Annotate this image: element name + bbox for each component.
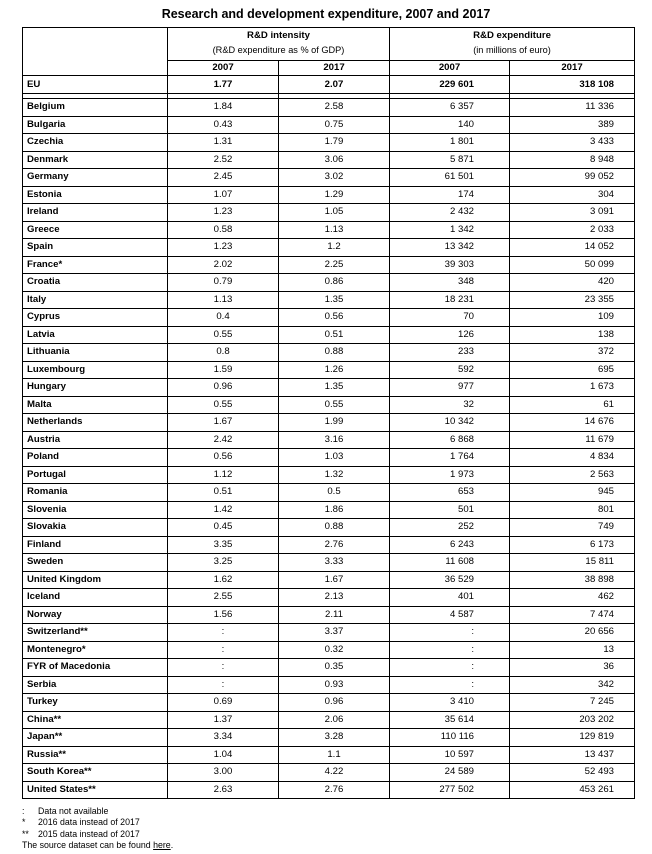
footnote-symbol: :	[22, 806, 25, 816]
expenditure-2017-cell: 801	[510, 501, 635, 519]
country-cell: Sweden	[23, 554, 168, 572]
expenditure-2007-cell: 233	[390, 344, 510, 362]
expenditure-2017-cell: 14 052	[510, 239, 635, 257]
expenditure-2017-cell: 945	[510, 484, 635, 502]
expenditure-2017-cell: 99 052	[510, 169, 635, 187]
intensity-2007-cell: 0.55	[168, 326, 279, 344]
country-cell: Russia**	[23, 746, 168, 764]
intensity-2007-cell: 0.55	[168, 396, 279, 414]
table-row	[23, 99, 635, 117]
table-row	[23, 536, 635, 554]
expenditure-2017-cell: 13 437	[510, 746, 635, 764]
intensity-2007-cell: 2.63	[168, 781, 279, 799]
country-cell: Germany	[23, 169, 168, 187]
country-cell: EU	[23, 76, 168, 94]
intensity-2007-cell: 3.25	[168, 554, 279, 572]
expenditure-2017-cell: 61	[510, 396, 635, 414]
intensity-2017-cell: 0.51	[279, 326, 390, 344]
expenditure-2007-cell: 229 601	[390, 76, 510, 94]
table-row	[23, 256, 635, 274]
intensity-2017-cell: 1.35	[279, 291, 390, 309]
expenditure-2007-cell: 13 342	[390, 239, 510, 257]
page-title: Research and development expenditure, 2007 and 2017	[161, 7, 491, 21]
intensity-2017-header: 2017	[279, 61, 390, 76]
expenditure-2017-cell: 695	[510, 361, 635, 379]
footnote-text: Data not available	[38, 806, 109, 816]
intensity-2007-header: 2007	[168, 61, 279, 76]
expenditure-2007-cell: 126	[390, 326, 510, 344]
intensity-2017-cell: 2.06	[279, 711, 390, 729]
expenditure-2017-cell: 304	[510, 186, 635, 204]
table-row	[23, 764, 635, 782]
country-cell: Serbia	[23, 676, 168, 694]
expenditure-2017-cell: 11 679	[510, 431, 635, 449]
intensity-2017-cell: 0.55	[279, 396, 390, 414]
intensity-2017-cell: 0.96	[279, 694, 390, 712]
intensity-2007-cell: 1.67	[168, 414, 279, 432]
table-row	[23, 676, 635, 694]
intensity-2017-cell: 0.88	[279, 519, 390, 537]
intensity-2017-cell: 1.1	[279, 746, 390, 764]
intensity-2007-cell: 0.45	[168, 519, 279, 537]
country-cell: Norway	[23, 606, 168, 624]
expenditure-2017-cell: 3 433	[510, 134, 635, 152]
intensity-2017-cell: 2.76	[279, 781, 390, 799]
expenditure-2017-cell: 8 948	[510, 151, 635, 169]
expenditure-2017-cell: 20 656	[510, 624, 635, 642]
footnote-symbol: **	[22, 828, 29, 839]
expenditure-2017-cell: 7 245	[510, 694, 635, 712]
table-row	[23, 344, 635, 362]
footnote	[22, 829, 173, 840]
intensity-2017-cell: 0.5	[279, 484, 390, 502]
intensity-2007-cell: 1.37	[168, 711, 279, 729]
intensity-2017-cell: 0.56	[279, 309, 390, 327]
source-note	[22, 840, 173, 851]
country-cell: Lithuania	[23, 344, 168, 362]
expenditure-2007-cell: 10 342	[390, 414, 510, 432]
intensity-2017-cell: 2.07	[279, 76, 390, 94]
expenditure-2007-cell: 653	[390, 484, 510, 502]
table-row	[23, 309, 635, 327]
intensity-2007-cell: 1.59	[168, 361, 279, 379]
expenditure-2007-cell: 1 342	[390, 221, 510, 239]
expenditure-2007-cell: 1 973	[390, 466, 510, 484]
intensity-header-subtitle: (R&D expenditure as % of GDP)	[212, 45, 345, 55]
footnote	[22, 806, 173, 817]
intensity-2017-cell: 0.35	[279, 659, 390, 677]
expenditure-header	[390, 28, 635, 61]
expenditure-2007-cell: :	[390, 641, 510, 659]
source-end: .	[170, 839, 174, 850]
expenditure-2007-cell: 24 589	[390, 764, 510, 782]
table-row	[23, 239, 635, 257]
intensity-2017-cell: 1.2	[279, 239, 390, 257]
intensity-2017-cell: 1.29	[279, 186, 390, 204]
intensity-2017-cell: 0.32	[279, 641, 390, 659]
intensity-2017-cell: 1.05	[279, 204, 390, 222]
expenditure-2007-cell: :	[390, 659, 510, 677]
intensity-2007-cell: 2.52	[168, 151, 279, 169]
table-row	[23, 186, 635, 204]
intensity-2017-cell: 1.13	[279, 221, 390, 239]
table-body	[23, 76, 635, 799]
table-row	[23, 641, 635, 659]
intensity-2017-cell: 3.06	[279, 151, 390, 169]
intensity-2007-cell: 1.12	[168, 466, 279, 484]
country-cell: South Korea**	[23, 764, 168, 782]
intensity-2007-cell: 2.55	[168, 589, 279, 607]
intensity-2017-cell: 2.58	[279, 99, 390, 117]
intensity-2017-cell: 3.37	[279, 624, 390, 642]
intensity-2017-cell: 1.67	[279, 571, 390, 589]
intensity-2007-cell: 0.4	[168, 309, 279, 327]
intensity-2007-cell: 1.77	[168, 76, 279, 94]
expenditure-2017-cell: 36	[510, 659, 635, 677]
intensity-2007-cell: 2.42	[168, 431, 279, 449]
intensity-2017-cell: 1.86	[279, 501, 390, 519]
intensity-2007-cell: 1.31	[168, 134, 279, 152]
expenditure-2017-cell: 13	[510, 641, 635, 659]
table-row	[23, 169, 635, 187]
intensity-2007-cell: 1.56	[168, 606, 279, 624]
footnote-list	[22, 806, 173, 840]
country-cell: Austria	[23, 431, 168, 449]
table-row	[23, 746, 635, 764]
intensity-2017-cell: 0.88	[279, 344, 390, 362]
intensity-2007-cell: 1.04	[168, 746, 279, 764]
intensity-2007-cell: 1.13	[168, 291, 279, 309]
intensity-2007-cell: 1.62	[168, 571, 279, 589]
expenditure-2017-cell: 52 493	[510, 764, 635, 782]
source-link[interactable]: here	[153, 839, 171, 850]
rd-expenditure-table	[22, 27, 635, 799]
expenditure-2007-cell: :	[390, 676, 510, 694]
intensity-2017-cell: 1.26	[279, 361, 390, 379]
footnotes	[22, 806, 173, 851]
intensity-2017-cell: 2.76	[279, 536, 390, 554]
intensity-2017-cell: 2.25	[279, 256, 390, 274]
intensity-2007-cell: 0.51	[168, 484, 279, 502]
table-row	[23, 659, 635, 677]
expenditure-2017-cell: 15 811	[510, 554, 635, 572]
table-row	[23, 466, 635, 484]
expenditure-2017-cell: 3 091	[510, 204, 635, 222]
country-cell: China**	[23, 711, 168, 729]
country-cell: Netherlands	[23, 414, 168, 432]
table-row	[23, 116, 635, 134]
country-cell: Finland	[23, 536, 168, 554]
table-row	[23, 554, 635, 572]
intensity-2017-cell: 1.03	[279, 449, 390, 467]
expenditure-2007-cell: 11 608	[390, 554, 510, 572]
intensity-2017-cell: 1.99	[279, 414, 390, 432]
expenditure-2017-cell: 6 173	[510, 536, 635, 554]
intensity-2017-cell: 4.22	[279, 764, 390, 782]
expenditure-2007-cell: 1 801	[390, 134, 510, 152]
expenditure-2007-cell: 977	[390, 379, 510, 397]
eu-total-row	[23, 76, 635, 94]
intensity-2017-cell: 0.86	[279, 274, 390, 292]
expenditure-header-title: R&D expenditure	[473, 30, 551, 41]
expenditure-2007-cell: :	[390, 624, 510, 642]
expenditure-2017-header: 2017	[510, 61, 635, 76]
expenditure-2007-header: 2007	[390, 61, 510, 76]
intensity-2007-cell: 0.43	[168, 116, 279, 134]
expenditure-header-subtitle: (in millions of euro)	[473, 45, 551, 55]
expenditure-2017-cell: 4 834	[510, 449, 635, 467]
country-cell: Spain	[23, 239, 168, 257]
country-cell: FYR of Macedonia	[23, 659, 168, 677]
country-cell: Ireland	[23, 204, 168, 222]
country-cell: Japan**	[23, 729, 168, 747]
intensity-2007-cell: :	[168, 659, 279, 677]
expenditure-2017-cell: 1 673	[510, 379, 635, 397]
expenditure-2017-cell: 203 202	[510, 711, 635, 729]
country-cell: Croatia	[23, 274, 168, 292]
expenditure-2017-cell: 129 819	[510, 729, 635, 747]
expenditure-2017-cell: 462	[510, 589, 635, 607]
table-row	[23, 484, 635, 502]
expenditure-2017-cell: 50 099	[510, 256, 635, 274]
expenditure-2007-cell: 252	[390, 519, 510, 537]
intensity-2007-cell: 0.8	[168, 344, 279, 362]
expenditure-2007-cell: 18 231	[390, 291, 510, 309]
expenditure-2007-cell: 6 243	[390, 536, 510, 554]
table-row	[23, 781, 635, 799]
expenditure-2007-cell: 2 432	[390, 204, 510, 222]
table-row	[23, 431, 635, 449]
country-cell: Czechia	[23, 134, 168, 152]
country-cell: United States**	[23, 781, 168, 799]
country-header-cell	[23, 28, 168, 76]
expenditure-2007-cell: 35 614	[390, 711, 510, 729]
expenditure-2007-cell: 348	[390, 274, 510, 292]
country-cell: Belgium	[23, 99, 168, 117]
intensity-2007-cell: :	[168, 624, 279, 642]
expenditure-2007-cell: 6 357	[390, 99, 510, 117]
expenditure-2007-cell: 1 764	[390, 449, 510, 467]
expenditure-2017-cell: 420	[510, 274, 635, 292]
expenditure-2007-cell: 592	[390, 361, 510, 379]
country-cell: Malta	[23, 396, 168, 414]
intensity-2017-cell: 3.28	[279, 729, 390, 747]
table-row	[23, 204, 635, 222]
intensity-2007-cell: 0.79	[168, 274, 279, 292]
expenditure-2017-cell: 453 261	[510, 781, 635, 799]
footnote-text: 2015 data instead of 2017	[38, 828, 140, 839]
table-row	[23, 519, 635, 537]
intensity-2007-cell: 0.69	[168, 694, 279, 712]
intensity-2017-cell: 1.79	[279, 134, 390, 152]
intensity-2007-cell: :	[168, 641, 279, 659]
expenditure-2007-cell: 174	[390, 186, 510, 204]
intensity-2007-cell: 0.58	[168, 221, 279, 239]
country-cell: Luxembourg	[23, 361, 168, 379]
country-cell: Portugal	[23, 466, 168, 484]
intensity-2017-cell: 0.75	[279, 116, 390, 134]
intensity-2017-cell: 1.32	[279, 466, 390, 484]
intensity-2007-cell: 2.45	[168, 169, 279, 187]
intensity-2007-cell: :	[168, 676, 279, 694]
intensity-2017-cell: 0.93	[279, 676, 390, 694]
table-row	[23, 151, 635, 169]
table-row	[23, 326, 635, 344]
table-row	[23, 274, 635, 292]
table-row	[23, 606, 635, 624]
country-cell: Romania	[23, 484, 168, 502]
table-row	[23, 694, 635, 712]
intensity-2017-cell: 1.35	[279, 379, 390, 397]
intensity-2017-cell: 3.33	[279, 554, 390, 572]
intensity-header-title: R&D intensity	[247, 30, 310, 41]
country-cell: Latvia	[23, 326, 168, 344]
intensity-2017-cell: 2.13	[279, 589, 390, 607]
expenditure-2017-cell: 11 336	[510, 99, 635, 117]
expenditure-2017-cell: 342	[510, 676, 635, 694]
intensity-2007-cell: 0.96	[168, 379, 279, 397]
expenditure-2017-cell: 23 355	[510, 291, 635, 309]
intensity-2007-cell: 3.35	[168, 536, 279, 554]
table-row	[23, 571, 635, 589]
intensity-header	[168, 28, 390, 61]
expenditure-2017-cell: 38 898	[510, 571, 635, 589]
intensity-2007-cell: 1.84	[168, 99, 279, 117]
expenditure-2017-cell: 138	[510, 326, 635, 344]
source-text: The source dataset can be found	[22, 839, 154, 850]
table-row	[23, 379, 635, 397]
expenditure-2007-cell: 5 871	[390, 151, 510, 169]
country-cell: France*	[23, 256, 168, 274]
table-row	[23, 589, 635, 607]
table-row	[23, 134, 635, 152]
expenditure-2007-cell: 501	[390, 501, 510, 519]
expenditure-2017-cell: 389	[510, 116, 635, 134]
intensity-2007-cell: 3.00	[168, 764, 279, 782]
footnote-text: 2016 data instead of 2017	[38, 817, 140, 828]
expenditure-2007-cell: 140	[390, 116, 510, 134]
intensity-2007-cell: 1.23	[168, 239, 279, 257]
table-row	[23, 711, 635, 729]
expenditure-2007-cell: 10 597	[390, 746, 510, 764]
country-cell: Slovakia	[23, 519, 168, 537]
table-row	[23, 624, 635, 642]
expenditure-2017-cell: 749	[510, 519, 635, 537]
intensity-2007-cell: 1.23	[168, 204, 279, 222]
country-cell: Montenegro*	[23, 641, 168, 659]
expenditure-2017-cell: 109	[510, 309, 635, 327]
country-cell: Switzerland**	[23, 624, 168, 642]
expenditure-2017-cell: 318 108	[510, 76, 635, 94]
intensity-2017-cell: 2.11	[279, 606, 390, 624]
table-row	[23, 449, 635, 467]
country-cell: Hungary	[23, 379, 168, 397]
country-cell: Estonia	[23, 186, 168, 204]
expenditure-2017-cell: 372	[510, 344, 635, 362]
country-cell: Bulgaria	[23, 116, 168, 134]
country-cell: Denmark	[23, 151, 168, 169]
expenditure-2007-cell: 3 410	[390, 694, 510, 712]
expenditure-2007-cell: 61 501	[390, 169, 510, 187]
country-cell: Turkey	[23, 694, 168, 712]
table-row	[23, 361, 635, 379]
intensity-2007-cell: 1.42	[168, 501, 279, 519]
country-cell: Iceland	[23, 589, 168, 607]
expenditure-2007-cell: 32	[390, 396, 510, 414]
country-cell: United Kingdom	[23, 571, 168, 589]
table-row	[23, 291, 635, 309]
expenditure-2007-cell: 39 303	[390, 256, 510, 274]
country-cell: Italy	[23, 291, 168, 309]
expenditure-2017-cell: 7 474	[510, 606, 635, 624]
intensity-2007-cell: 2.02	[168, 256, 279, 274]
country-cell: Poland	[23, 449, 168, 467]
intensity-2017-cell: 3.02	[279, 169, 390, 187]
intensity-2007-cell: 1.07	[168, 186, 279, 204]
country-cell: Greece	[23, 221, 168, 239]
expenditure-2007-cell: 36 529	[390, 571, 510, 589]
intensity-2007-cell: 0.56	[168, 449, 279, 467]
table-row	[23, 396, 635, 414]
expenditure-2017-cell: 2 033	[510, 221, 635, 239]
footnote-symbol: *	[22, 817, 26, 828]
intensity-2007-cell: 3.34	[168, 729, 279, 747]
expenditure-2007-cell: 4 587	[390, 606, 510, 624]
expenditure-2007-cell: 6 868	[390, 431, 510, 449]
expenditure-2007-cell: 401	[390, 589, 510, 607]
table-row	[23, 221, 635, 239]
table-row	[23, 501, 635, 519]
expenditure-2007-cell: 70	[390, 309, 510, 327]
country-cell: Slovenia	[23, 501, 168, 519]
table-row	[23, 729, 635, 747]
country-cell: Cyprus	[23, 309, 168, 327]
table-row	[23, 414, 635, 432]
footnote	[22, 817, 173, 828]
expenditure-2007-cell: 110 116	[390, 729, 510, 747]
expenditure-2017-cell: 14 676	[510, 414, 635, 432]
intensity-2017-cell: 3.16	[279, 431, 390, 449]
expenditure-2007-cell: 277 502	[390, 781, 510, 799]
expenditure-2017-cell: 2 563	[510, 466, 635, 484]
